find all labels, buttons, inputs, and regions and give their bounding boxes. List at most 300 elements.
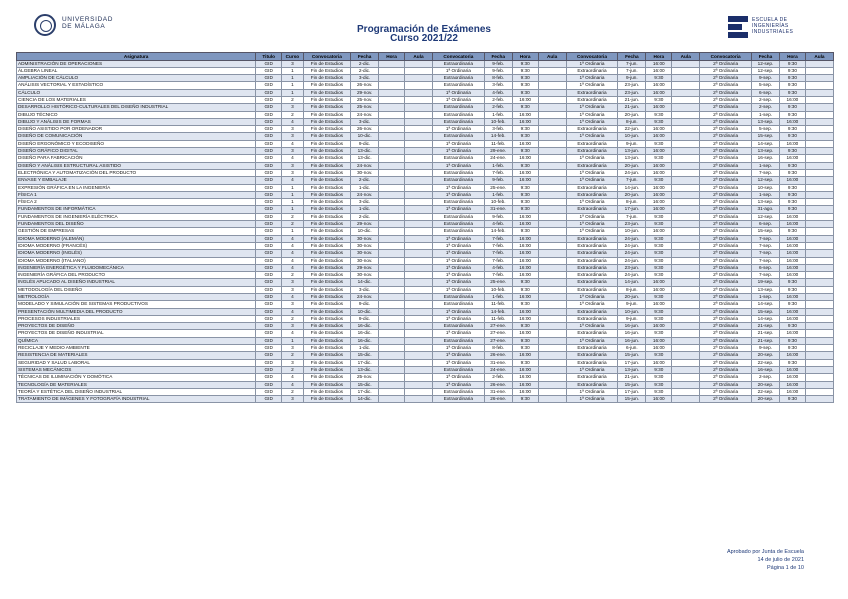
table-cell: 1ª Ordinaria	[432, 279, 484, 286]
table-cell: 24-jun.	[618, 235, 646, 242]
table-cell	[379, 388, 405, 395]
table-row	[17, 213, 834, 220]
table-cell: 2ª Ordinaria	[700, 286, 752, 293]
table-cell: 2ª Ordinaria	[700, 126, 752, 133]
table-cell: 9:30	[646, 366, 672, 373]
table-cell: 9:30	[512, 286, 538, 293]
table-cell: 9:30	[512, 396, 538, 403]
table-cell: 9:30	[646, 272, 672, 279]
table-cell	[805, 118, 833, 125]
table-cell	[538, 148, 566, 155]
table-cell: GID	[256, 75, 282, 82]
table-cell	[805, 191, 833, 198]
table-cell	[404, 242, 432, 249]
table-row	[17, 250, 834, 257]
table-cell: Extraordinaria	[432, 111, 484, 118]
table-cell	[805, 75, 833, 82]
table-cell	[404, 96, 432, 103]
table-cell: GID	[256, 315, 282, 322]
table-cell	[538, 60, 566, 67]
table-row	[17, 96, 834, 103]
table-cell: 1ª Ordinaria	[566, 294, 618, 301]
table-cell	[805, 388, 833, 395]
table-cell: 2ª Ordinaria	[700, 177, 752, 184]
table-cell: 1-dic.	[351, 206, 379, 213]
table-cell: 1	[282, 67, 304, 74]
table-cell: 1-sep.	[751, 191, 779, 198]
table-row	[17, 126, 834, 133]
table-cell: 2	[282, 96, 304, 103]
table-cell: 1-feb.	[484, 191, 512, 198]
table-cell	[672, 82, 700, 89]
table-cell	[805, 213, 833, 220]
table-cell: 9:30	[779, 75, 805, 82]
table-cell	[805, 279, 833, 286]
table-cell: 16:00	[646, 206, 672, 213]
table-cell: 9:30	[646, 315, 672, 322]
table-cell: Extraordinaria	[566, 381, 618, 388]
table-cell: 8-feb.	[484, 75, 512, 82]
table-cell: 2ª Ordinaria	[700, 133, 752, 140]
table-cell	[538, 155, 566, 162]
table-cell: Fin de Estudios	[303, 359, 350, 366]
table-cell: 11-feb.	[484, 301, 512, 308]
table-cell: Extraordinaria	[566, 330, 618, 337]
column-header: Convocatoria	[700, 53, 752, 61]
table-cell: 2-feb.	[484, 96, 512, 103]
table-cell: 21-sep.	[751, 330, 779, 337]
table-cell: PRESENTACIÓN MULTIMEDIA DEL PRODUCTO	[17, 308, 256, 315]
table-cell: Fin de Estudios	[303, 228, 350, 235]
table-cell: GID	[256, 82, 282, 89]
table-cell: 16:00	[512, 250, 538, 257]
table-row	[17, 352, 834, 359]
table-cell: 16:00	[512, 96, 538, 103]
table-cell: GID	[256, 294, 282, 301]
table-cell: 8-jun.	[618, 199, 646, 206]
table-cell: 2ª Ordinaria	[700, 169, 752, 176]
table-cell: GID	[256, 177, 282, 184]
table-cell: Extraordinaria	[566, 272, 618, 279]
table-cell: GID	[256, 388, 282, 395]
table-cell: 9-jun.	[618, 140, 646, 147]
table-cell: 9:30	[646, 155, 672, 162]
table-cell	[672, 228, 700, 235]
table-cell: 1ª Ordinaria	[566, 169, 618, 176]
table-cell: Extraordinaria	[432, 213, 484, 220]
table-cell: 14-feb.	[484, 228, 512, 235]
table-cell: 15-jun.	[618, 352, 646, 359]
table-cell: 16:00	[512, 308, 538, 315]
table-cell: 27-ene.	[484, 330, 512, 337]
table-cell: 16-jun.	[618, 337, 646, 344]
table-cell: 20-sep.	[751, 396, 779, 403]
table-cell	[672, 315, 700, 322]
table-cell: Extraordinaria	[432, 177, 484, 184]
table-cell: Fin de Estudios	[303, 213, 350, 220]
table-row	[17, 177, 834, 184]
table-row	[17, 206, 834, 213]
table-cell	[672, 184, 700, 191]
table-cell: 9:30	[512, 162, 538, 169]
table-cell	[379, 133, 405, 140]
table-cell	[805, 242, 833, 249]
table-cell: 1ª Ordinaria	[432, 89, 484, 96]
table-cell: 2ª Ordinaria	[700, 67, 752, 74]
table-cell: 9-feb.	[484, 213, 512, 220]
table-cell: 1-feb.	[484, 162, 512, 169]
table-cell: 9:30	[779, 396, 805, 403]
table-cell	[404, 250, 432, 257]
table-cell: 1ª Ordinaria	[432, 352, 484, 359]
table-cell: 20-sep.	[751, 381, 779, 388]
table-cell: 9:30	[779, 228, 805, 235]
table-cell	[672, 308, 700, 315]
table-cell: 24-nov.	[351, 294, 379, 301]
table-row	[17, 221, 834, 228]
table-cell	[538, 75, 566, 82]
table-row	[17, 199, 834, 206]
table-cell	[672, 359, 700, 366]
table-cell	[404, 279, 432, 286]
table-cell: ÁLGEBRA LINEAL	[17, 67, 256, 74]
table-cell: 9-jun.	[618, 315, 646, 322]
table-cell: 29-nov.	[351, 264, 379, 271]
table-cell: 4	[282, 235, 304, 242]
table-cell: Fin de Estudios	[303, 191, 350, 198]
table-cell: 1ª Ordinaria	[432, 345, 484, 352]
table-cell	[379, 330, 405, 337]
table-cell: RESISTENCIA DE MATERIALES	[17, 352, 256, 359]
table-cell	[538, 279, 566, 286]
table-cell: 7-sep.	[751, 272, 779, 279]
table-cell	[672, 366, 700, 373]
table-cell: 12-sep.	[751, 67, 779, 74]
table-cell: 2ª Ordinaria	[700, 279, 752, 286]
table-cell: 16:00	[512, 169, 538, 176]
table-cell: Extraordinaria	[566, 191, 618, 198]
table-cell: 16:00	[779, 250, 805, 257]
table-cell: GID	[256, 272, 282, 279]
table-cell: Extraordinaria	[432, 228, 484, 235]
table-cell: INGENIERÍA ENERGÉTICA Y FLUIDOMECÁNICA	[17, 264, 256, 271]
table-cell: 4-feb.	[484, 264, 512, 271]
table-cell: 29-nov.	[351, 221, 379, 228]
table-cell	[404, 148, 432, 155]
table-cell: 29-nov.	[351, 89, 379, 96]
table-cell	[379, 272, 405, 279]
table-cell: Extraordinaria	[566, 257, 618, 264]
table-cell: AMPLIACIÓN DE CÁLCULO	[17, 75, 256, 82]
column-header: Fecha	[484, 53, 512, 61]
table-cell: 7-sep.	[751, 242, 779, 249]
table-cell: 9:30	[512, 191, 538, 198]
table-cell: 10-feb.	[484, 199, 512, 206]
table-cell: 16:00	[779, 366, 805, 373]
column-header: Convocatoria	[566, 53, 618, 61]
table-cell: Fin de Estudios	[303, 199, 350, 206]
table-cell: 2ª Ordinaria	[700, 228, 752, 235]
table-cell	[805, 162, 833, 169]
table-cell: 12-sep.	[751, 213, 779, 220]
table-cell	[404, 315, 432, 322]
table-cell: Extraordinaria	[432, 301, 484, 308]
table-cell: 1ª Ordinaria	[432, 381, 484, 388]
table-cell: 2-feb.	[484, 104, 512, 111]
table-cell: 1ª Ordinaria	[432, 330, 484, 337]
column-header: Aula	[538, 53, 566, 61]
table-cell: 13-sep.	[751, 118, 779, 125]
table-cell: Extraordinaria	[432, 221, 484, 228]
table-cell: Fin de Estudios	[303, 67, 350, 74]
table-cell: 9-dic.	[351, 301, 379, 308]
table-cell: 2	[282, 221, 304, 228]
table-cell: 16:00	[512, 242, 538, 249]
table-cell: GID	[256, 126, 282, 133]
table-cell: 9-feb.	[484, 60, 512, 67]
table-cell	[672, 213, 700, 220]
table-cell	[404, 286, 432, 293]
table-cell: GID	[256, 228, 282, 235]
table-cell	[538, 235, 566, 242]
table-cell	[404, 89, 432, 96]
table-cell: 2-sep.	[751, 374, 779, 381]
table-cell: CIENCIA DE LOS MATERIALES	[17, 96, 256, 103]
table-cell: 9:30	[512, 184, 538, 191]
table-cell: GID	[256, 221, 282, 228]
school-logo	[728, 16, 808, 40]
table-cell: 1	[282, 228, 304, 235]
table-cell: 16:00	[646, 323, 672, 330]
table-cell: 1ª Ordinaria	[432, 257, 484, 264]
table-cell: 9:30	[779, 89, 805, 96]
table-cell: 30-nov.	[351, 169, 379, 176]
table-cell: Fin de Estudios	[303, 206, 350, 213]
table-cell: GID	[256, 206, 282, 213]
table-cell: 2ª Ordinaria	[700, 272, 752, 279]
table-cell: GESTIÓN DE EMPRESAS	[17, 228, 256, 235]
table-cell: 9:30	[646, 177, 672, 184]
table-cell: 9:30	[779, 337, 805, 344]
table-cell: 2-sep.	[751, 104, 779, 111]
table-cell: 2ª Ordinaria	[700, 191, 752, 198]
table-cell: Extraordinaria	[566, 96, 618, 103]
table-cell: GID	[256, 308, 282, 315]
table-cell	[379, 96, 405, 103]
table-cell: DESARROLLO HISTÓRICO-CULTURALES DEL DISEÑO INDUSTRIAL	[17, 104, 256, 111]
table-cell: TRATAMIENTO DE IMÁGENES Y FOTOGRAFÍA INDUSTRIAL	[17, 396, 256, 403]
table-cell: 2ª Ordinaria	[700, 75, 752, 82]
table-cell	[379, 140, 405, 147]
table-cell: Fin de Estudios	[303, 301, 350, 308]
table-cell: 15-dic.	[351, 381, 379, 388]
table-cell: 16:00	[646, 191, 672, 198]
table-cell: Fin de Estudios	[303, 104, 350, 111]
table-cell: 25-nov.	[351, 374, 379, 381]
table-cell	[404, 169, 432, 176]
table-cell: 6-jun.	[618, 345, 646, 352]
table-cell: 7-sep.	[751, 257, 779, 264]
table-cell	[404, 330, 432, 337]
table-cell: SEGURIDAD Y SALUD LABORAL	[17, 359, 256, 366]
table-cell: 16:00	[779, 308, 805, 315]
table-cell	[672, 264, 700, 271]
table-cell: 1ª Ordinaria	[432, 206, 484, 213]
table-cell: 9:30	[512, 359, 538, 366]
table-row	[17, 169, 834, 176]
table-cell: PROYECTOS DE DISEÑO	[17, 323, 256, 330]
table-cell	[379, 213, 405, 220]
table-cell	[538, 184, 566, 191]
table-cell: GID	[256, 96, 282, 103]
table-cell	[379, 352, 405, 359]
table-cell: 2	[282, 315, 304, 322]
table-row	[17, 60, 834, 67]
table-cell: 16:00	[512, 118, 538, 125]
table-cell	[672, 67, 700, 74]
table-cell: 1ª Ordinaria	[566, 323, 618, 330]
table-cell: METROLOGÍA	[17, 294, 256, 301]
table-cell: 7-sep.	[751, 235, 779, 242]
table-cell: 3	[282, 279, 304, 286]
table-cell: 1	[282, 191, 304, 198]
table-cell	[404, 177, 432, 184]
table-cell: GID	[256, 140, 282, 147]
table-cell: 9:30	[779, 286, 805, 293]
table-row	[17, 184, 834, 191]
table-cell	[379, 126, 405, 133]
table-row	[17, 228, 834, 235]
table-cell	[538, 301, 566, 308]
table-cell: 16:00	[512, 140, 538, 147]
table-cell: Extraordinaria	[566, 279, 618, 286]
table-cell	[672, 257, 700, 264]
table-cell	[379, 359, 405, 366]
table-cell: 9:30	[646, 388, 672, 395]
table-row	[17, 148, 834, 155]
table-cell	[379, 235, 405, 242]
table-cell: Fin de Estudios	[303, 148, 350, 155]
table-cell: 9:30	[779, 162, 805, 169]
table-cell	[805, 140, 833, 147]
table-cell: 9:30	[646, 257, 672, 264]
table-cell: 23-jun.	[618, 264, 646, 271]
table-cell: 3	[282, 359, 304, 366]
table-cell: 25-ene.	[484, 279, 512, 286]
table-cell: 17-jun.	[618, 388, 646, 395]
table-cell	[538, 359, 566, 366]
table-row	[17, 345, 834, 352]
table-cell	[404, 381, 432, 388]
table-cell: 30-nov.	[351, 272, 379, 279]
table-cell: SISTEMAS MECÁNICOS	[17, 366, 256, 373]
table-cell: 1ª Ordinaria	[566, 213, 618, 220]
table-cell	[805, 286, 833, 293]
table-cell: 2ª Ordinaria	[700, 104, 752, 111]
table-cell: Extraordinaria	[566, 67, 618, 74]
table-cell: 1ª Ordinaria	[432, 96, 484, 103]
table-cell: 20-sep.	[751, 352, 779, 359]
table-cell	[379, 374, 405, 381]
table-cell: 15-dic.	[351, 352, 379, 359]
table-cell: 16-jun.	[618, 330, 646, 337]
table-cell: 1ª Ordinaria	[566, 104, 618, 111]
table-cell	[379, 323, 405, 330]
table-cell	[379, 396, 405, 403]
table-row	[17, 272, 834, 279]
table-cell: 9:30	[779, 67, 805, 74]
table-cell: 13-jun.	[618, 148, 646, 155]
table-cell: Extraordinaria	[432, 169, 484, 176]
table-cell: 31-ene.	[484, 388, 512, 395]
table-cell	[404, 155, 432, 162]
table-cell: 2ª Ordinaria	[700, 308, 752, 315]
table-row	[17, 279, 834, 286]
table-cell: 22-sep.	[751, 359, 779, 366]
table-cell: 7-feb.	[484, 257, 512, 264]
table-cell: Extraordinaria	[432, 294, 484, 301]
table-cell	[538, 374, 566, 381]
table-cell: 9:30	[646, 242, 672, 249]
school-e-icon	[728, 16, 748, 38]
table-cell: 17-dic.	[351, 388, 379, 395]
table-cell: Fin de Estudios	[303, 388, 350, 395]
table-cell: 10-sep.	[751, 184, 779, 191]
table-cell: Fin de Estudios	[303, 323, 350, 330]
table-cell	[379, 221, 405, 228]
table-cell	[379, 315, 405, 322]
column-header: Hora	[779, 53, 805, 61]
table-cell: Fin de Estudios	[303, 155, 350, 162]
school-name: ESCUELA DE INGENIERÍAS INDUSTRIALES	[752, 17, 794, 35]
table-cell: TECNOLOGÍA DE MATERIALES	[17, 381, 256, 388]
table-cell: 1-sep.	[751, 111, 779, 118]
column-header: Fecha	[751, 53, 779, 61]
table-cell: 9:30	[779, 60, 805, 67]
table-cell: 24-jun.	[618, 242, 646, 249]
table-cell: 9-jun.	[618, 301, 646, 308]
table-cell: Fin de Estudios	[303, 82, 350, 89]
table-cell: 9:30	[779, 184, 805, 191]
table-row	[17, 257, 834, 264]
table-cell: 9:30	[512, 60, 538, 67]
table-cell: 1ª Ordinaria	[432, 359, 484, 366]
table-cell: 4	[282, 118, 304, 125]
table-cell: 9-dic.	[351, 140, 379, 147]
table-cell: METODOLOGÍA DEL DISEÑO	[17, 286, 256, 293]
table-cell: GID	[256, 242, 282, 249]
table-cell: 16:00	[779, 294, 805, 301]
table-cell: 2-feb.	[484, 374, 512, 381]
table-cell	[404, 294, 432, 301]
table-row	[17, 82, 834, 89]
table-cell: Extraordinaria	[432, 60, 484, 67]
table-cell: Extraordinaria	[566, 352, 618, 359]
table-cell: 9:30	[646, 140, 672, 147]
table-cell: Extraordinaria	[432, 323, 484, 330]
table-cell: Fin de Estudios	[303, 89, 350, 96]
table-cell: 3-feb.	[484, 82, 512, 89]
table-cell: Fin de Estudios	[303, 315, 350, 322]
table-cell: 13-sep.	[751, 148, 779, 155]
table-cell	[379, 169, 405, 176]
table-cell: 2ª Ordinaria	[700, 381, 752, 388]
table-cell: 2ª Ordinaria	[700, 148, 752, 155]
table-cell: 1-dic.	[351, 345, 379, 352]
table-cell: 15-sep.	[751, 133, 779, 140]
table-row	[17, 235, 834, 242]
table-cell: 16:00	[646, 228, 672, 235]
